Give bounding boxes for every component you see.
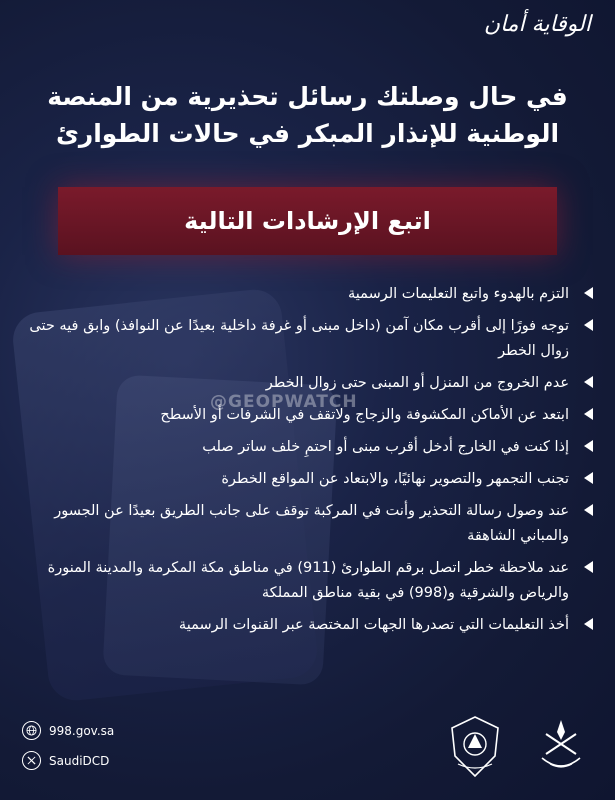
headline [24, 78, 591, 152]
triangle-bullet-icon [584, 376, 593, 388]
watermark-text: @GEOPWATCH [210, 392, 358, 412]
list-item [20, 556, 593, 606]
triangle-bullet-icon [584, 440, 593, 452]
triangle-bullet-icon [584, 287, 593, 299]
x-logo-icon [22, 751, 41, 770]
instructions-list [20, 282, 593, 645]
triangle-bullet-icon [584, 561, 593, 573]
list-item [20, 499, 593, 549]
triangle-bullet-icon [584, 408, 593, 420]
headline-line-2: الوطنية للإنذار المبكر في حالات الطوارئ [55, 119, 560, 148]
brand-logo [481, 12, 591, 60]
list-item [20, 435, 593, 460]
triangle-bullet-icon [584, 472, 593, 484]
list-item-text: إذا كنت في الخارج أدخل أقرب مبنى أو احتمِ خلف ساتر صلب [202, 439, 569, 455]
brand-logo-text: الوقاية أمان [483, 12, 591, 37]
list-item-text: توجه فورًا إلى أقرب مكان آمن (داخل مبنى أو غرفة داخلية بعيدًا عن النوافذ) وابق فيه حتى زوال الخطر [29, 318, 569, 359]
ministry-emblem [529, 712, 593, 780]
website-link-text: 998.gov.sa [49, 723, 115, 738]
list-item-text: أخذ التعليمات التي تصدرها الجهات المختصة عبر القنوات الرسمية [178, 617, 569, 633]
list-item [20, 371, 593, 396]
list-item [20, 314, 593, 364]
list-item-text: عدم الخروج من المنزل أو المبنى حتى زوال الخطر [265, 375, 569, 391]
footer-links [22, 721, 114, 781]
list-item [20, 282, 593, 307]
list-item-text: تجنب التجمهر والتصوير نهائيًا، والابتعاد عن المواقع الخطرة [221, 471, 569, 487]
list-item [20, 613, 593, 638]
website-link[interactable] [22, 721, 114, 740]
list-item-text: ابتعد عن الأماكن المكشوفة والزجاج ولاتقف في الشرفات أو الأسطح [160, 407, 569, 423]
triangle-bullet-icon [584, 504, 593, 516]
list-item-text: عند ملاحظة خطر اتصل برقم الطوارئ (911) في مناطق مكة المكرمة والمدينة المنورة والرياض والشرقية و(998) في بقية مناطق المملكة [47, 560, 569, 601]
triangle-bullet-icon [584, 618, 593, 630]
social-link[interactable] [22, 751, 114, 770]
list-item-text: التزم بالهدوء واتبع التعليمات الرسمية [348, 286, 569, 302]
globe-icon [22, 721, 41, 740]
triangle-bullet-icon [584, 319, 593, 331]
social-link-text: SaudiDCD [49, 753, 110, 768]
headline-line-1: في حال وصلتك رسائل تحذيرية من المنصة [47, 82, 568, 111]
list-item [20, 467, 593, 492]
guidance-banner [58, 187, 557, 255]
list-item-text: عند وصول رسالة التحذير وأنت في المركبة توقف على جانب الطريق بعيدًا عن الجسور والمباني الشاهقة [54, 503, 569, 544]
civil-defense-emblem [443, 712, 507, 780]
banner-label: اتبع الإرشادات التالية [184, 207, 431, 235]
list-item [20, 403, 593, 428]
